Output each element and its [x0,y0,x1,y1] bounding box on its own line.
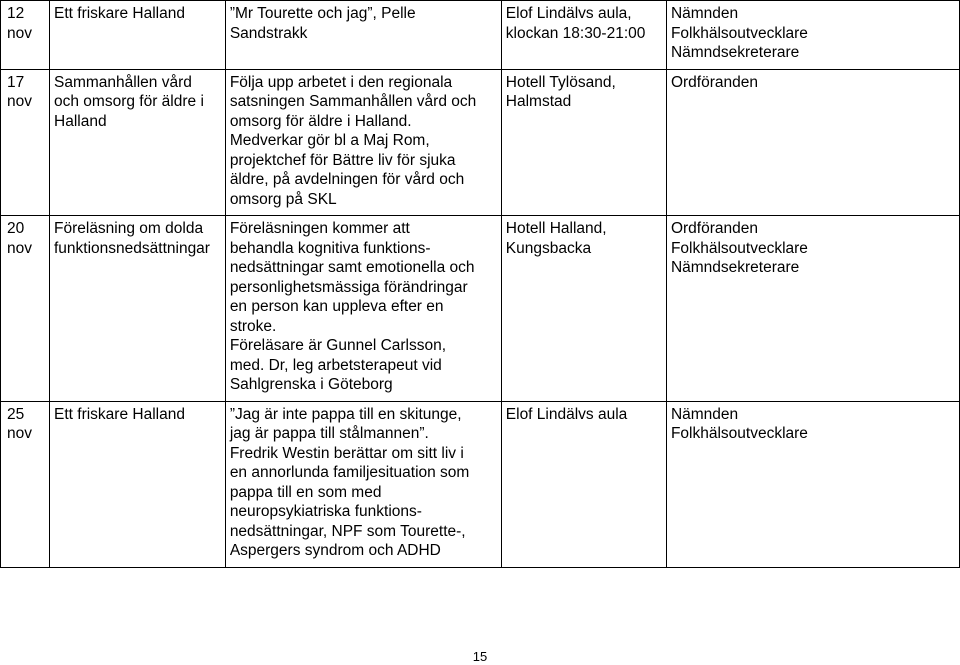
description-line: med. Dr, leg arbetsterapeut vid [229,356,442,374]
place-cell [501,401,666,567]
title-cell [50,216,226,402]
description-cell [225,401,501,567]
description-cell [225,69,501,216]
description-line: behandla kognitiva funktions- [229,239,431,257]
description-line: stroke. [229,317,277,335]
responsible-line: Nämnden [670,5,739,22]
title-line: funktionsnedsättningar [54,239,210,257]
title-cell [50,69,226,216]
schedule-row [1,69,960,216]
description-cell [225,216,501,402]
title-cell [50,1,226,70]
place-line: Kungsbacka [505,239,592,257]
title-line: Ett friskare Halland [54,405,185,423]
date-cell: 12 nov [1,1,50,70]
date-cell: 25 nov [1,401,50,567]
responsible-line: Nämnden [670,405,739,423]
description-line: nedsättningar, NPF som Tourette-, [229,522,466,540]
place-line: Hotell Tylösand, [505,73,616,91]
place-line: Elof Lindälvs aula [505,405,628,423]
place-cell [501,1,666,70]
schedule-row [1,401,960,567]
title-line: Föreläsning om dolda [54,220,204,237]
place-line: Elof Lindälvs aula, [505,5,632,22]
schedule-row [1,1,960,70]
place-line: Hotell Halland, [505,220,607,237]
description-line: Föreläsare är Gunnel Carlsson, [229,337,447,354]
responsible-line: Ordföranden [670,73,758,91]
description-line: Föreläsningen kommer att [229,220,410,237]
description-line: en person kan uppleva efter en [229,298,444,315]
description-line: projektchef för Bättre liv för sjuka [229,151,456,169]
title-line: och omsorg för äldre i [54,93,204,110]
description-line: ”Jag är inte pappa till en skitunge, [229,405,462,423]
description-line: Följa upp arbetet i den regionala [229,73,453,91]
responsible-line: Folkhälsoutvecklare [670,425,808,442]
description-line: äldre, på avdelningen för vård och [229,171,465,188]
description-line: pappa till en som med [229,483,382,501]
description-line: personlighetsmässiga förändringar [229,278,468,296]
place-cell [501,216,666,402]
description-line: Fredrik Westin berättar om sitt liv i [229,444,464,462]
schedule-body [1,1,960,568]
title-cell [50,401,226,567]
description-line: ”Mr Tourette och jag”, Pelle [229,5,416,22]
title-line: Ett friskare Halland [54,5,185,22]
description-line: jag är pappa till stålmannen”. [229,425,429,442]
place-cell [501,69,666,216]
responsible-line: Nämndsekreterare [670,44,800,61]
responsible-line: Nämndsekreterare [670,259,800,276]
place-line: klockan 18:30-21:00 [505,24,646,42]
description-line: satsningen Sammanhållen vård och [229,93,477,110]
responsible-cell [666,401,959,567]
description-line: Sahlgrenska i Göteborg [229,376,393,393]
schedule-row [1,216,960,402]
place-line: Halmstad [505,93,572,110]
page-number: 15 [472,649,488,664]
responsible-line: Folkhälsoutvecklare [670,24,808,42]
responsible-cell [666,216,959,402]
description-line: Medverkar gör bl a Maj Rom, [229,132,430,149]
description-line: omsorg för äldre i Halland. [229,112,412,130]
description-line: omsorg på SKL [229,190,337,208]
description-line: Sandstrakk [229,24,308,42]
responsible-cell [666,1,959,70]
description-line: Aspergers syndrom och ADHD [229,542,441,559]
responsible-line: Ordföranden [670,220,758,237]
responsible-cell [666,69,959,216]
title-line: Sammanhållen vård [54,73,192,91]
description-line: en annorlunda familjesituation som [229,464,470,481]
title-line: Halland [54,112,107,130]
description-line: neuropsykiatriska funktions- [229,503,422,520]
description-line: nedsättningar samt emotionella och [229,259,475,276]
description-cell [225,1,501,70]
date-cell: 20 nov [1,216,50,402]
date-cell: 17 nov [1,69,50,216]
responsible-line: Folkhälsoutvecklare [670,239,808,257]
